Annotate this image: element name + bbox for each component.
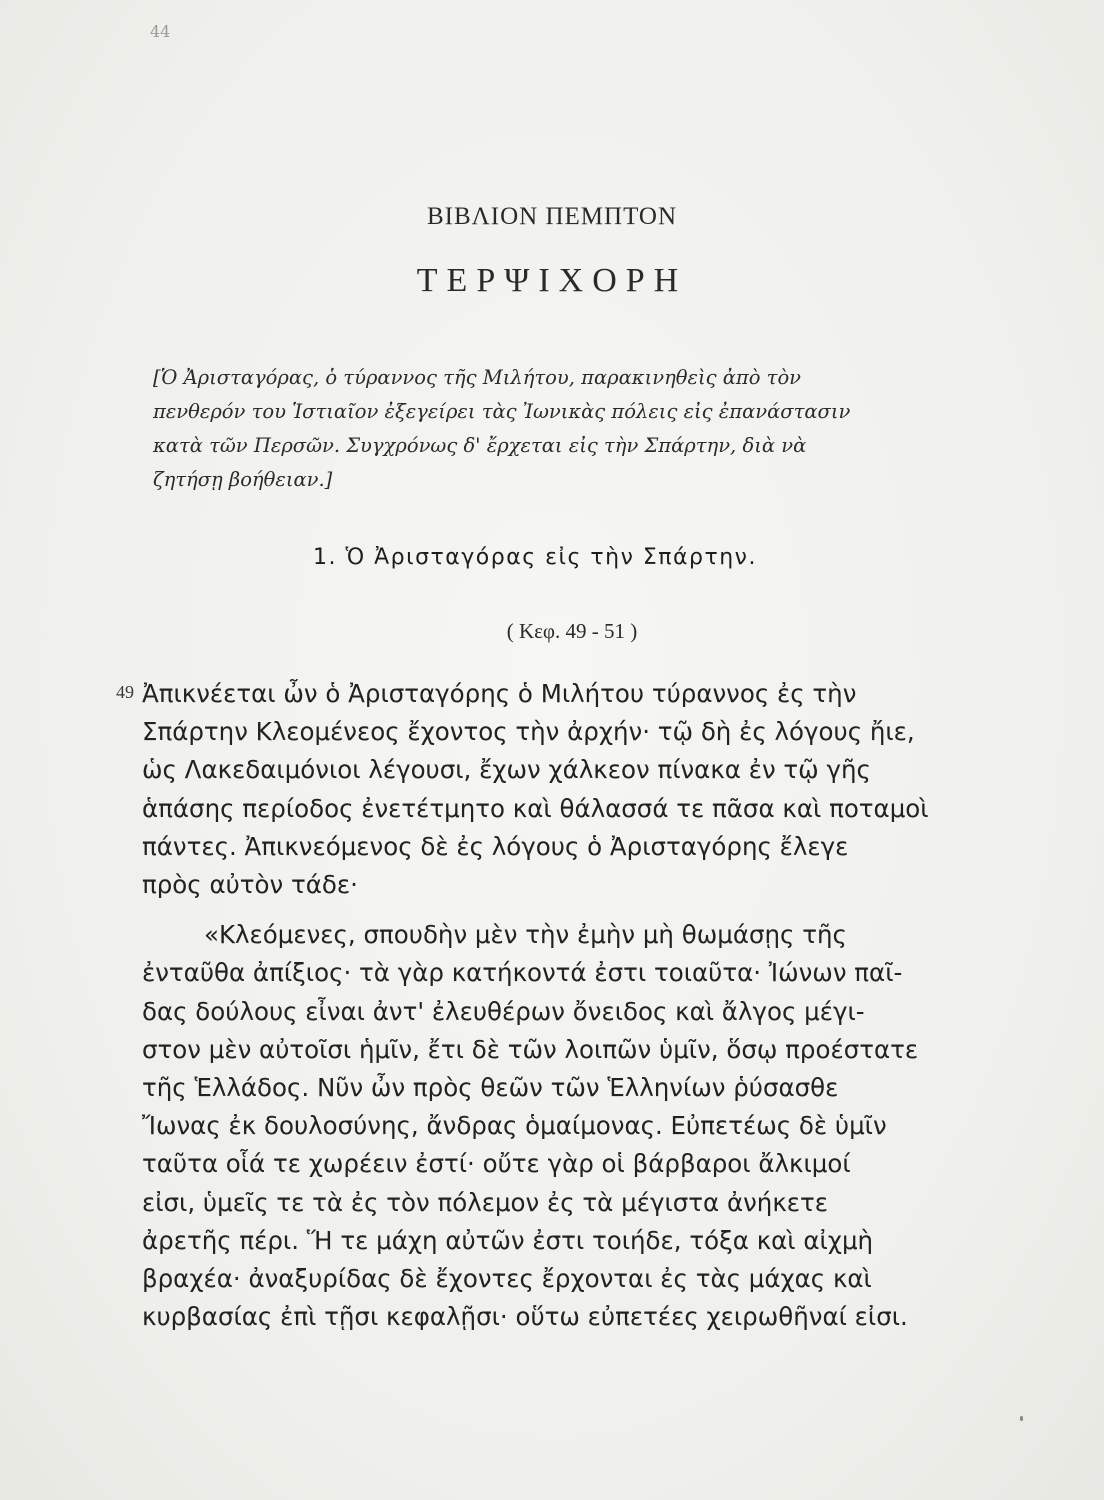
- book-summary: [153, 361, 988, 497]
- text-line: πάντες. Ἀπικνεόμενος δὲ ἐς λόγους ὁ Ἀρισταγόρης ἔλεγε: [142, 831, 849, 861]
- muse-title: ΤΕΡΨΙΧΟΡΗ: [416, 262, 688, 299]
- text-line: βραχέα· ἀναξυρίδας δὲ ἔχοντες ἔρχονται ἐς τὰς μάχας καὶ: [142, 1264, 872, 1294]
- summary-line: [Ὁ Ἀρισταγόρας, ὁ τύραννος τῆς Μιλήτου, παρακινηθεὶς ἀπὸ τὸν: [153, 366, 802, 389]
- summary-line: πενθερόν του Ἱστιαῖον ἐξεγείρει τὰς Ἰωνικὰς πόλεις εἰς ἐπανάστασιν: [153, 400, 851, 423]
- text-line: ὡς Λακεδαιμόνιοι λέγουσι, ἔχων χάλκεον πίνακα ἐν τῷ γῆς: [142, 755, 871, 785]
- chapter-reference: ( Κεφ. 49 - 51 ): [506, 619, 638, 643]
- text-line: «Κλεόμενες, σπουδὴν μὲν τὴν ἐμὴν μὴ θωμάσῃς τῆς: [204, 920, 847, 950]
- text-line: τῆς Ἑλλάδος. Νῦν ὦν πρὸς θεῶν τῶν Ἑλληνίων ῥύσασθε: [142, 1073, 839, 1103]
- section-heading: 1. Ὁ Ἀρισταγόρας εἰς τὴν Σπάρτην.: [313, 545, 757, 570]
- book-title: ΒΙΒΛΙΟΝ ΠΕΜΠΤΟΝ: [426, 203, 678, 230]
- text-line: ἁπάσης περίοδος ἐνετέτμητο καὶ θάλασσά τε πᾶσα καὶ ποταμοὶ: [142, 793, 929, 823]
- text-line: πρὸς αὐτὸν τάδε·: [142, 870, 358, 900]
- page-number: 44: [150, 22, 171, 41]
- margin-chapter-number: 49: [116, 682, 134, 702]
- text-line: ἐνταῦθα ἀπίξιος· τὰ γὰρ κατήκοντά ἐστι τοιαῦτα· Ἰώνων παῖ-: [142, 958, 903, 988]
- summary-line: κατὰ τῶν Περσῶν. Συγχρόνως δ' ἔρχεται εἰς τὴν Σπάρτην, διὰ νὰ: [153, 434, 807, 457]
- text-line: εἰσι, ὑμεῖς τε τὰ ἐς τὸν πόλεμον ἐς τὰ μέγιστα ἀνήκετε: [142, 1187, 828, 1217]
- text-line: στον μὲν αὐτοῖσι ἡμῖν, ἔτι δὲ τῶν λοιπῶν ὑμῖν, ὅσῳ προέστατε: [142, 1034, 919, 1064]
- text-line: Ἴωνας ἐκ δουλοσύνης, ἄνδρας ὁμαίμονας. Εὐπετέως δὲ ὑμῖν: [142, 1111, 887, 1141]
- paragraph-gap: [142, 904, 990, 916]
- text-line: ταῦτα οἷά τε χωρέειν ἐστί· οὔτε γὰρ οἱ βάρβαροι ἄλκιμοί: [142, 1149, 851, 1179]
- text-line: Ἀπικνέεται ὦν ὁ Ἀρισταγόρης ὁ Μιλήτου τύραννος ἐς τὴν: [142, 679, 857, 708]
- text-line: ἀρετῆς πέρι. Ἥ τε μάχη αὐτῶν ἐστι τοιήδε, τόξα καὶ αἰχμὴ: [142, 1225, 874, 1255]
- paper-speck: [1020, 1416, 1023, 1421]
- body-text: [142, 675, 990, 1336]
- summary-line: ζητήσῃ βοήθειαν.]: [153, 468, 333, 491]
- text-line: Σπάρτην Κλεομένεος ἔχοντος τὴν ἀρχήν· τῷ δὴ ἐς λόγους ἤιε,: [142, 717, 915, 747]
- text-line: δας δούλους εἶναι ἀντ' ἐλευθέρων ὄνειδος καὶ ἄλγος μέγι-: [142, 996, 865, 1026]
- text-line: κυρβασίας ἐπὶ τῇσι κεφαλῇσι· οὕτω εὐπετέες χειρωθῆναί εἰσι.: [142, 1302, 908, 1332]
